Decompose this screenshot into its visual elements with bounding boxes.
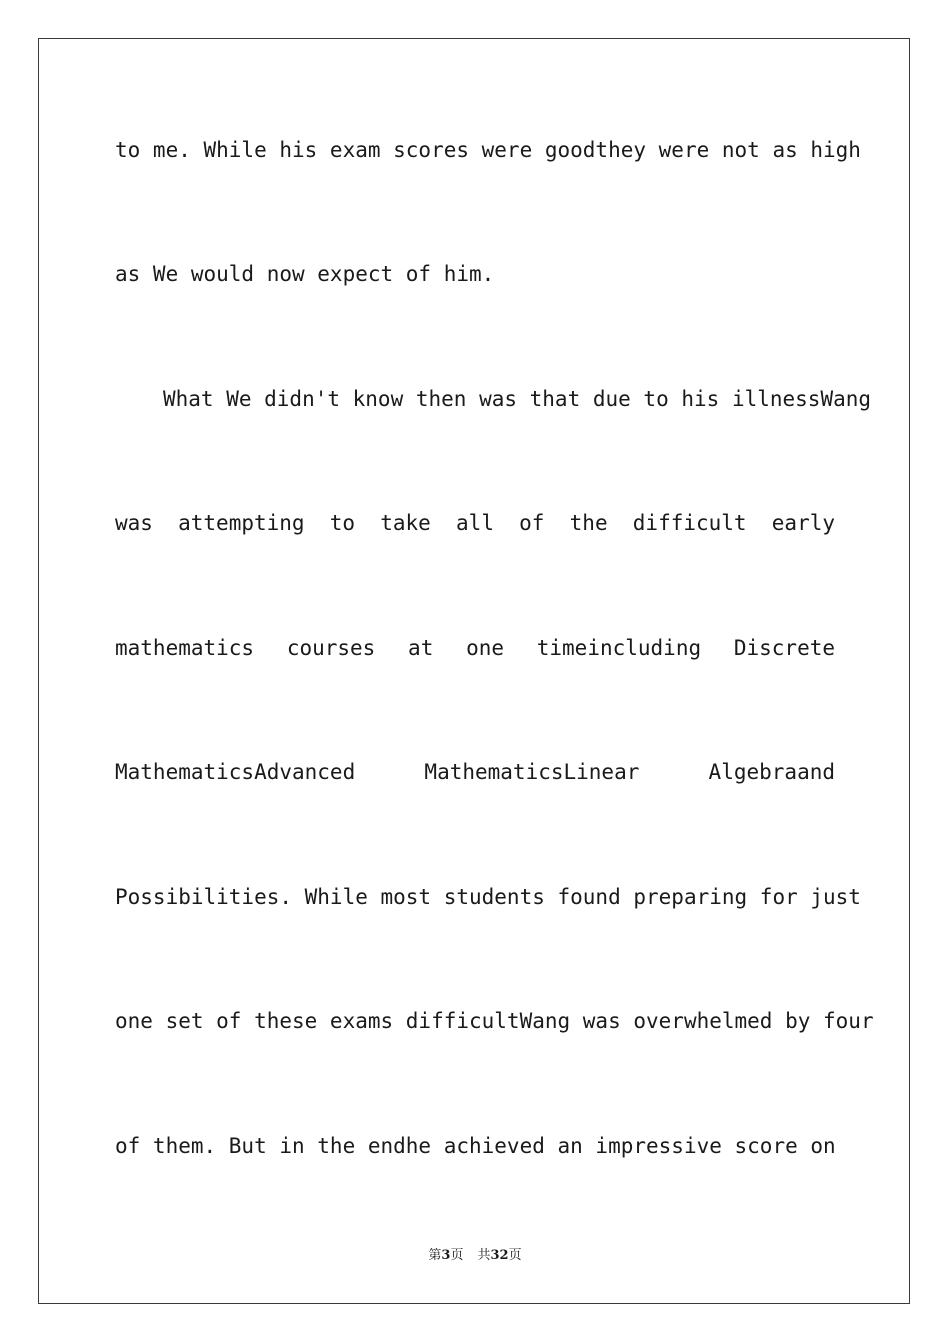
page-unit: 页 bbox=[450, 1248, 464, 1263]
current-page-number: 3 bbox=[441, 1248, 451, 1263]
text-line: of them. But in the endhe achieved an impressive score on bbox=[115, 1134, 836, 1158]
text-line: was attempting to take all of the difficult early bbox=[115, 511, 835, 535]
text-line: Possibilities. While most students found preparing for just bbox=[115, 885, 861, 909]
text-line: as We would now expect of him. bbox=[115, 262, 495, 286]
text-line: MathematicsAdvanced MathematicsLinear Algebraand bbox=[115, 760, 835, 784]
total-page-number: 32 bbox=[490, 1248, 509, 1263]
page-footer bbox=[0, 1246, 950, 1266]
page-prefix: 第 bbox=[428, 1248, 442, 1263]
text-line: mathematics courses at one timeincluding Discrete bbox=[115, 636, 835, 660]
page-border bbox=[38, 38, 910, 1304]
text-line: to me. While his exam scores were goodthey were not as high bbox=[115, 138, 861, 162]
total-prefix: 共 bbox=[477, 1248, 491, 1263]
text-line: What We didn't know then was that due to his illnessWang bbox=[163, 387, 872, 411]
total-unit: 页 bbox=[508, 1248, 522, 1263]
text-line: one set of these exams difficultWang was overwhelmed by four bbox=[115, 1009, 874, 1033]
